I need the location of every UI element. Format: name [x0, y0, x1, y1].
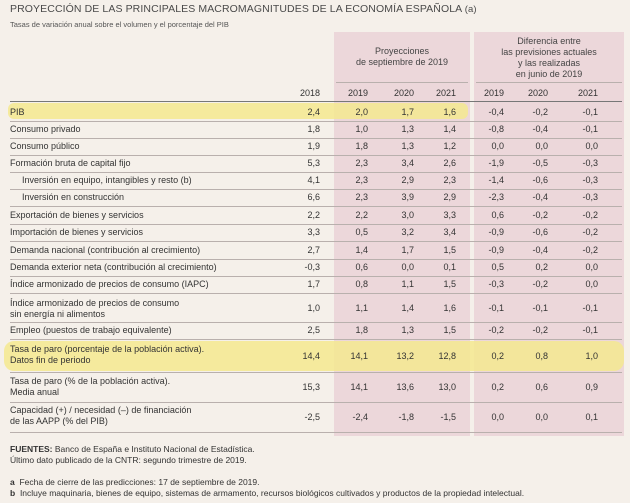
table-row: [10, 295, 622, 322]
header-sep-diff: [476, 82, 622, 83]
projections-header: [334, 46, 470, 68]
table-subtitle: Tasas de variación anual sobre el volumen y el porcentaje del PIB: [10, 20, 229, 29]
cell-value: -0,1: [582, 325, 598, 335]
cell-value: 1,6: [443, 303, 456, 313]
row-label-line: Demanda exterior neta (contribución al crecimiento): [10, 262, 217, 272]
cell-value: 3,9: [401, 192, 414, 202]
row-label: [10, 405, 310, 427]
cell-value: 0,8: [355, 279, 368, 289]
table-row: [10, 241, 622, 259]
cell-value: 14,4: [302, 351, 320, 361]
table-row: [10, 207, 622, 224]
cell-value: 1,8: [307, 124, 320, 134]
row-label: [10, 298, 310, 320]
year-header-1: 2019: [347, 88, 368, 98]
row-label-line: de las AAPP (% del PIB): [10, 416, 108, 426]
row-label: [22, 175, 322, 186]
cell-value: 2,4: [307, 107, 320, 117]
cell-value: 1,4: [401, 303, 414, 313]
cell-value: -0,2: [532, 210, 548, 220]
cell-value: 2,9: [401, 175, 414, 185]
row-label: [10, 124, 310, 135]
cell-value: 2,3: [355, 192, 368, 202]
row-label: [10, 245, 310, 256]
row-label-line: Demanda nacional (contribución al crecimiento): [10, 244, 201, 255]
row-label: [10, 344, 310, 366]
table-row: [10, 259, 622, 276]
table-row: [10, 373, 622, 402]
cell-value: 1,4: [355, 244, 368, 255]
cell-value: 0,0: [535, 141, 548, 151]
cell-value: 1,5: [443, 244, 456, 255]
row-label-line: Datos fin de periodo: [10, 355, 91, 365]
cell-value: 2,9: [443, 192, 456, 202]
row-label-line: Consumo privado: [10, 124, 81, 134]
cell-value: 1,7: [401, 107, 414, 117]
cell-value: -0,2: [532, 107, 548, 117]
differences-header-line: Diferencia entre: [517, 36, 581, 46]
table-row: [10, 276, 622, 293]
row-label: [10, 325, 310, 336]
cell-value: -0,5: [532, 158, 548, 168]
differences-header-line: las previsiones actuales: [501, 47, 597, 57]
cell-value: 13,2: [396, 351, 414, 361]
cell-value: 2,7: [307, 244, 320, 255]
cell-value: 1,0: [355, 124, 368, 134]
cell-value: 1,3: [401, 141, 414, 151]
cell-value: -0,2: [532, 325, 548, 335]
cell-value: -0,6: [532, 227, 548, 237]
cell-value: 2,2: [355, 210, 368, 220]
cell-value: 0,0: [401, 262, 414, 272]
table-row: [10, 121, 622, 138]
cell-value: -0,2: [532, 279, 548, 289]
cell-value: -0,6: [532, 175, 548, 185]
row-label-line: Tasa de paro (porcentaje de la población activa).: [10, 344, 205, 354]
cell-value: 0,5: [355, 227, 368, 237]
table-row: [10, 224, 622, 241]
cell-value: 1,5: [443, 325, 456, 335]
cell-value: -0,1: [532, 303, 548, 313]
cell-value: -0,2: [582, 244, 598, 255]
footnote-key: a: [10, 477, 15, 487]
cell-value: 1,7: [307, 279, 320, 289]
cell-value: 0,6: [355, 262, 368, 272]
cell-value: 13,0: [438, 382, 456, 392]
cell-value: -0,1: [582, 303, 598, 313]
cell-value: -2,3: [488, 192, 504, 202]
year-header-6: 2021: [577, 88, 598, 98]
row-label-line: PIB: [10, 107, 25, 117]
header-sep-proj: [336, 82, 468, 83]
row-label-line: Importación de bienes y servicios: [10, 227, 144, 237]
cell-value: -0,1: [488, 303, 504, 313]
table-row: [10, 138, 622, 155]
footnote-key: b: [10, 488, 16, 498]
row-label: [10, 210, 310, 221]
row-label: [10, 158, 310, 169]
cell-value: -0,4: [488, 107, 504, 117]
row-label: [10, 141, 310, 152]
cell-value: -0,8: [488, 124, 504, 134]
cell-value: -2,5: [304, 411, 320, 422]
cell-value: 0,0: [491, 141, 504, 151]
cell-value: 1,8: [355, 141, 368, 151]
cell-value: 3,3: [443, 210, 456, 220]
sources-text: Banco de España e Instituto Nacional de Estadística.: [54, 444, 255, 454]
cell-value: -0,4: [532, 124, 548, 134]
row-separator: [10, 293, 622, 294]
cell-value: 2,3: [443, 175, 456, 185]
cell-value: 0,0: [491, 411, 504, 422]
title-tag: (a): [464, 4, 477, 15]
row-label-line: Consumo público: [10, 141, 80, 151]
cell-value: -1,8: [398, 411, 414, 422]
table-row: [10, 402, 622, 432]
cell-value: 1,4: [443, 124, 456, 134]
cell-value: 1,5: [443, 279, 456, 289]
cell-value: -0,3: [582, 158, 598, 168]
row-label-line: Inversión en equipo, intangibles y resto (b): [22, 175, 192, 185]
cell-value: 0,5: [491, 262, 504, 272]
row-label: [10, 279, 310, 290]
row-separator: [10, 339, 622, 340]
sources: [10, 444, 255, 466]
cell-value: -0,1: [582, 124, 598, 134]
cell-value: 1,1: [355, 303, 368, 313]
cell-value: -1,9: [488, 158, 504, 168]
cell-value: 0,2: [491, 382, 504, 392]
row-label-line: Empleo (puestos de trabajo equivalente): [10, 325, 172, 335]
cell-value: 0,0: [585, 141, 598, 151]
row-label-line: Capacidad (+) / necesidad (–) de financiación: [10, 405, 192, 415]
table-row: [10, 189, 622, 206]
cell-value: -0,3: [488, 279, 504, 289]
row-label-line: Índice armonizado de precios de consumo (IAPC): [10, 279, 209, 289]
cell-value: 0,1: [443, 262, 456, 272]
footnote-text: Incluye maquinaria, bienes de equipo, sistemas de armamento, recursos biológicos cultivados y productos de la propiedad intelectual.: [19, 488, 525, 498]
cell-value: 14,1: [350, 351, 368, 361]
cell-value: 13,6: [396, 382, 414, 392]
cell-value: 0,2: [491, 351, 504, 361]
cell-value: -2,4: [352, 411, 368, 422]
cell-value: -0,1: [582, 107, 598, 117]
table-row: [10, 172, 622, 189]
projections-header-line: Proyecciones: [374, 46, 430, 56]
row-label: [10, 107, 310, 118]
cell-value: 0,9: [585, 382, 598, 392]
cell-value: -0,9: [488, 227, 504, 237]
cell-value: 0,0: [585, 279, 598, 289]
table-title: [10, 3, 477, 15]
cell-value: 2,2: [307, 210, 320, 220]
cell-value: 6,6: [307, 192, 320, 202]
row-label-line: Media anual: [10, 387, 60, 397]
cell-value: 1,0: [307, 303, 320, 313]
table-row: [10, 104, 622, 121]
table-row: [10, 341, 622, 372]
cell-value: 0,0: [535, 411, 548, 422]
cell-value: 0,6: [491, 210, 504, 220]
year-header-line: [10, 101, 622, 102]
cell-value: 5,3: [307, 158, 320, 168]
cell-value: -0,4: [532, 244, 548, 255]
cell-value: 3,0: [401, 210, 414, 220]
year-header-5: 2020: [527, 88, 548, 98]
cell-value: 15,3: [302, 382, 320, 392]
cell-value: 1,3: [401, 325, 414, 335]
table-row: [10, 155, 622, 172]
row-separator: [10, 432, 622, 433]
cell-value: 1,3: [401, 124, 414, 134]
row-label: [10, 376, 310, 398]
sources-label: FUENTES:: [10, 444, 53, 454]
cell-value: 0,0: [585, 262, 598, 272]
cell-value: 1,9: [307, 141, 320, 151]
cell-value: 1,8: [355, 325, 368, 335]
cell-value: 1,6: [443, 107, 456, 117]
cell-value: -0,3: [582, 175, 598, 185]
sources-line2: Último dato publicado de la CNTR: segundo trimestre de 2019.: [10, 455, 247, 465]
year-header-3: 2021: [435, 88, 456, 98]
row-label-line: Tasa de paro (% de la población activa).: [10, 376, 171, 386]
row-label: [10, 262, 310, 273]
cell-value: 3,3: [307, 227, 320, 237]
footnote-text: Fecha de cierre de las predicciones: 17 de septiembre de 2019.: [19, 477, 260, 487]
cell-value: 2,5: [307, 325, 320, 335]
row-label-line: sin energía ni alimentos: [10, 309, 106, 319]
year-header-0: 2018: [299, 88, 320, 98]
cell-value: -0,3: [582, 192, 598, 202]
cell-value: -0,4: [532, 192, 548, 202]
cell-value: 3,4: [443, 227, 456, 237]
differences-header-line: y las realizadas: [517, 58, 581, 68]
row-label-line: Exportación de bienes y servicios: [10, 210, 144, 220]
cell-value: 2,3: [355, 158, 368, 168]
cell-value: -1,4: [488, 175, 504, 185]
cell-value: 3,2: [401, 227, 414, 237]
cell-value: 14,1: [350, 382, 368, 392]
cell-value: 0,6: [535, 382, 548, 392]
row-label: [22, 192, 322, 203]
row-label-line: Índice armonizado de precios de consumo: [10, 298, 180, 308]
row-label: [10, 227, 310, 238]
row-label-line: Formación bruta de capital fijo: [10, 158, 131, 168]
cell-value: 2,0: [355, 107, 368, 117]
footnote-b: [10, 488, 524, 499]
title-text: PROYECCIÓN DE LAS PRINCIPALES MACROMAGNITUDES DE LA ECONOMÍA ESPAÑOLA: [10, 3, 462, 15]
cell-value: -0,2: [488, 325, 504, 335]
cell-value: -0,9: [488, 244, 504, 255]
cell-value: 1,7: [401, 244, 414, 255]
projections-header-line: de septiembre de 2019: [355, 57, 449, 67]
cell-value: -1,5: [440, 411, 456, 422]
cell-value: 0,1: [585, 411, 598, 422]
cell-value: 2,6: [443, 158, 456, 168]
differences-header: [474, 36, 624, 80]
cell-value: 3,4: [401, 158, 414, 168]
row-label-line: Inversión en construcción: [22, 192, 125, 202]
cell-value: 1,2: [443, 141, 456, 151]
footnotes: [10, 477, 524, 499]
differences-header-line: en junio de 2019: [515, 69, 583, 79]
cell-value: 1,0: [585, 351, 598, 361]
cell-value: -0,3: [304, 262, 320, 272]
cell-value: 4,1: [307, 175, 320, 185]
table-row: [10, 322, 622, 339]
cell-value: -0,2: [582, 227, 598, 237]
cell-value: 12,8: [438, 351, 456, 361]
cell-value: 1,1: [401, 279, 414, 289]
year-header-2: 2020: [393, 88, 414, 98]
year-header-4: 2019: [483, 88, 504, 98]
cell-value: 2,3: [355, 175, 368, 185]
cell-value: -0,2: [582, 210, 598, 220]
cell-value: 0,2: [535, 262, 548, 272]
footnote-a: [10, 477, 524, 488]
cell-value: 0,8: [535, 351, 548, 361]
